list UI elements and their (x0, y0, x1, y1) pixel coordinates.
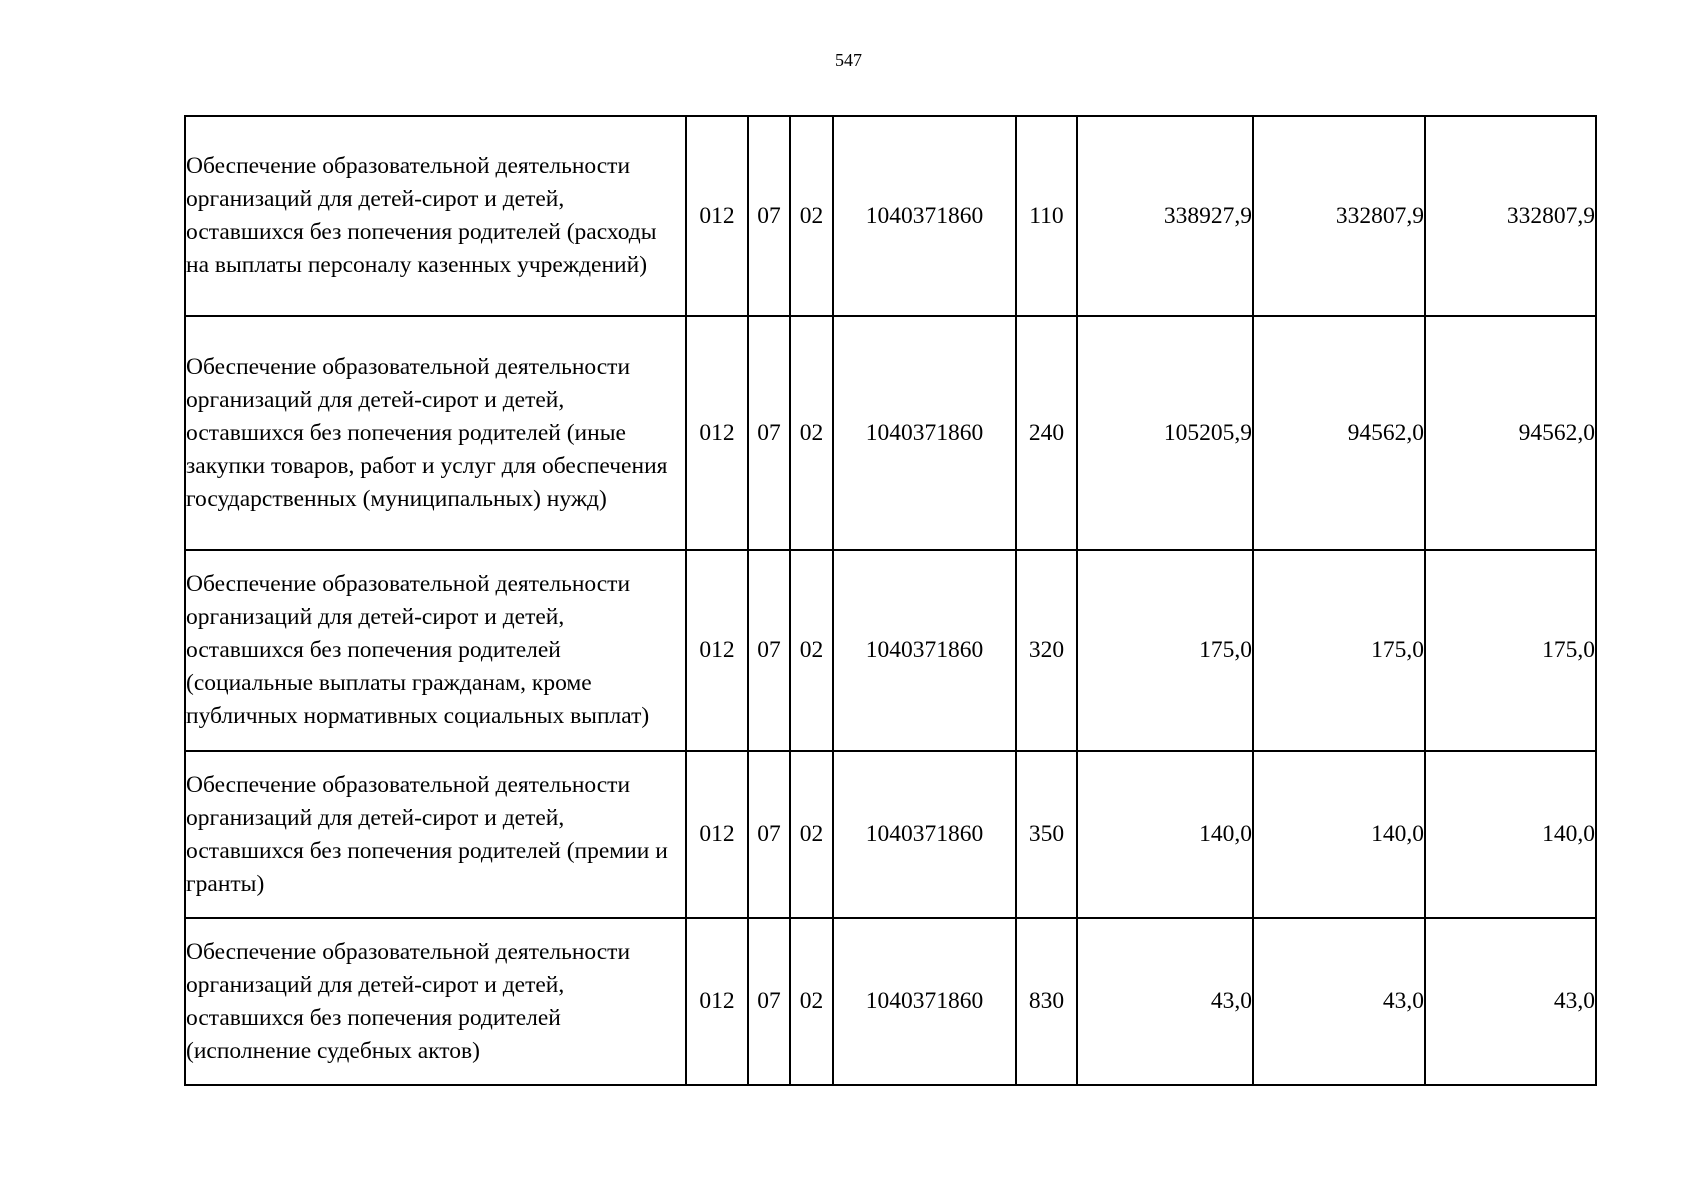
expense-type-cell: 320 (1016, 550, 1077, 751)
amount-3-cell: 94562,0 (1425, 316, 1596, 550)
amount-1-cell: 338927,9 (1077, 116, 1253, 316)
amount-2-cell: 43,0 (1253, 918, 1425, 1085)
expense-type-cell: 830 (1016, 918, 1077, 1085)
amount-3-cell: 175,0 (1425, 550, 1596, 751)
expense-type-cell: 350 (1016, 751, 1077, 918)
section-code-cell: 07 (748, 550, 790, 751)
table-row (185, 316, 1596, 550)
expense-name-cell: Обеспечение образовательной деятельности организаций для детей-сирот и детей, оставшихся без попечения родителей (исполнение судебных актов) (185, 918, 686, 1085)
target-article-cell: 1040371860 (833, 316, 1016, 550)
ministry-code-cell: 012 (686, 918, 748, 1085)
target-article-cell: 1040371860 (833, 116, 1016, 316)
subsection-code-cell: 02 (790, 316, 833, 550)
table-row (185, 550, 1596, 751)
subsection-code-cell: 02 (790, 116, 833, 316)
expense-name-cell: Обеспечение образовательной деятельности организаций для детей-сирот и детей, оставшихся без попечения родителей (социальные выплаты гражданам, кроме публичных нормативных социальных выплат) (185, 550, 686, 751)
expense-name-cell: Обеспечение образовательной деятельности организаций для детей-сирот и детей, оставшихся без попечения родителей (премии и гранты) (185, 751, 686, 918)
target-article-cell: 1040371860 (833, 918, 1016, 1085)
section-code-cell: 07 (748, 116, 790, 316)
amount-2-cell: 332807,9 (1253, 116, 1425, 316)
amount-1-cell: 175,0 (1077, 550, 1253, 751)
section-code-cell: 07 (748, 316, 790, 550)
table-row (185, 116, 1596, 316)
amount-1-cell: 105205,9 (1077, 316, 1253, 550)
section-code-cell: 07 (748, 918, 790, 1085)
amount-3-cell: 43,0 (1425, 918, 1596, 1085)
subsection-code-cell: 02 (790, 751, 833, 918)
expense-type-cell: 240 (1016, 316, 1077, 550)
amount-3-cell: 332807,9 (1425, 116, 1596, 316)
amount-1-cell: 43,0 (1077, 918, 1253, 1085)
subsection-code-cell: 02 (790, 550, 833, 751)
amount-2-cell: 94562,0 (1253, 316, 1425, 550)
target-article-cell: 1040371860 (833, 550, 1016, 751)
amount-2-cell: 175,0 (1253, 550, 1425, 751)
section-code-cell: 07 (748, 751, 790, 918)
expense-name-cell: Обеспечение образовательной деятельности организаций для детей-сирот и детей, оставшихся без попечения родителей (расходы на выплаты персоналу казенных учреждений) (185, 116, 686, 316)
amount-1-cell: 140,0 (1077, 751, 1253, 918)
amount-3-cell: 140,0 (1425, 751, 1596, 918)
ministry-code-cell: 012 (686, 751, 748, 918)
subsection-code-cell: 02 (790, 918, 833, 1085)
table-row (185, 751, 1596, 918)
table-row (185, 918, 1596, 1085)
ministry-code-cell: 012 (686, 550, 748, 751)
amount-2-cell: 140,0 (1253, 751, 1425, 918)
target-article-cell: 1040371860 (833, 751, 1016, 918)
expense-name-cell: Обеспечение образовательной деятельности организаций для детей-сирот и детей, оставшихся без попечения родителей (иные закупки товаров, работ и услуг для обеспечения государственных (муниципальных) нужд) (185, 316, 686, 550)
ministry-code-cell: 012 (686, 316, 748, 550)
page-number: 547 (835, 50, 862, 70)
expense-type-cell: 110 (1016, 116, 1077, 316)
ministry-code-cell: 012 (686, 116, 748, 316)
budget-table (184, 115, 1597, 1086)
